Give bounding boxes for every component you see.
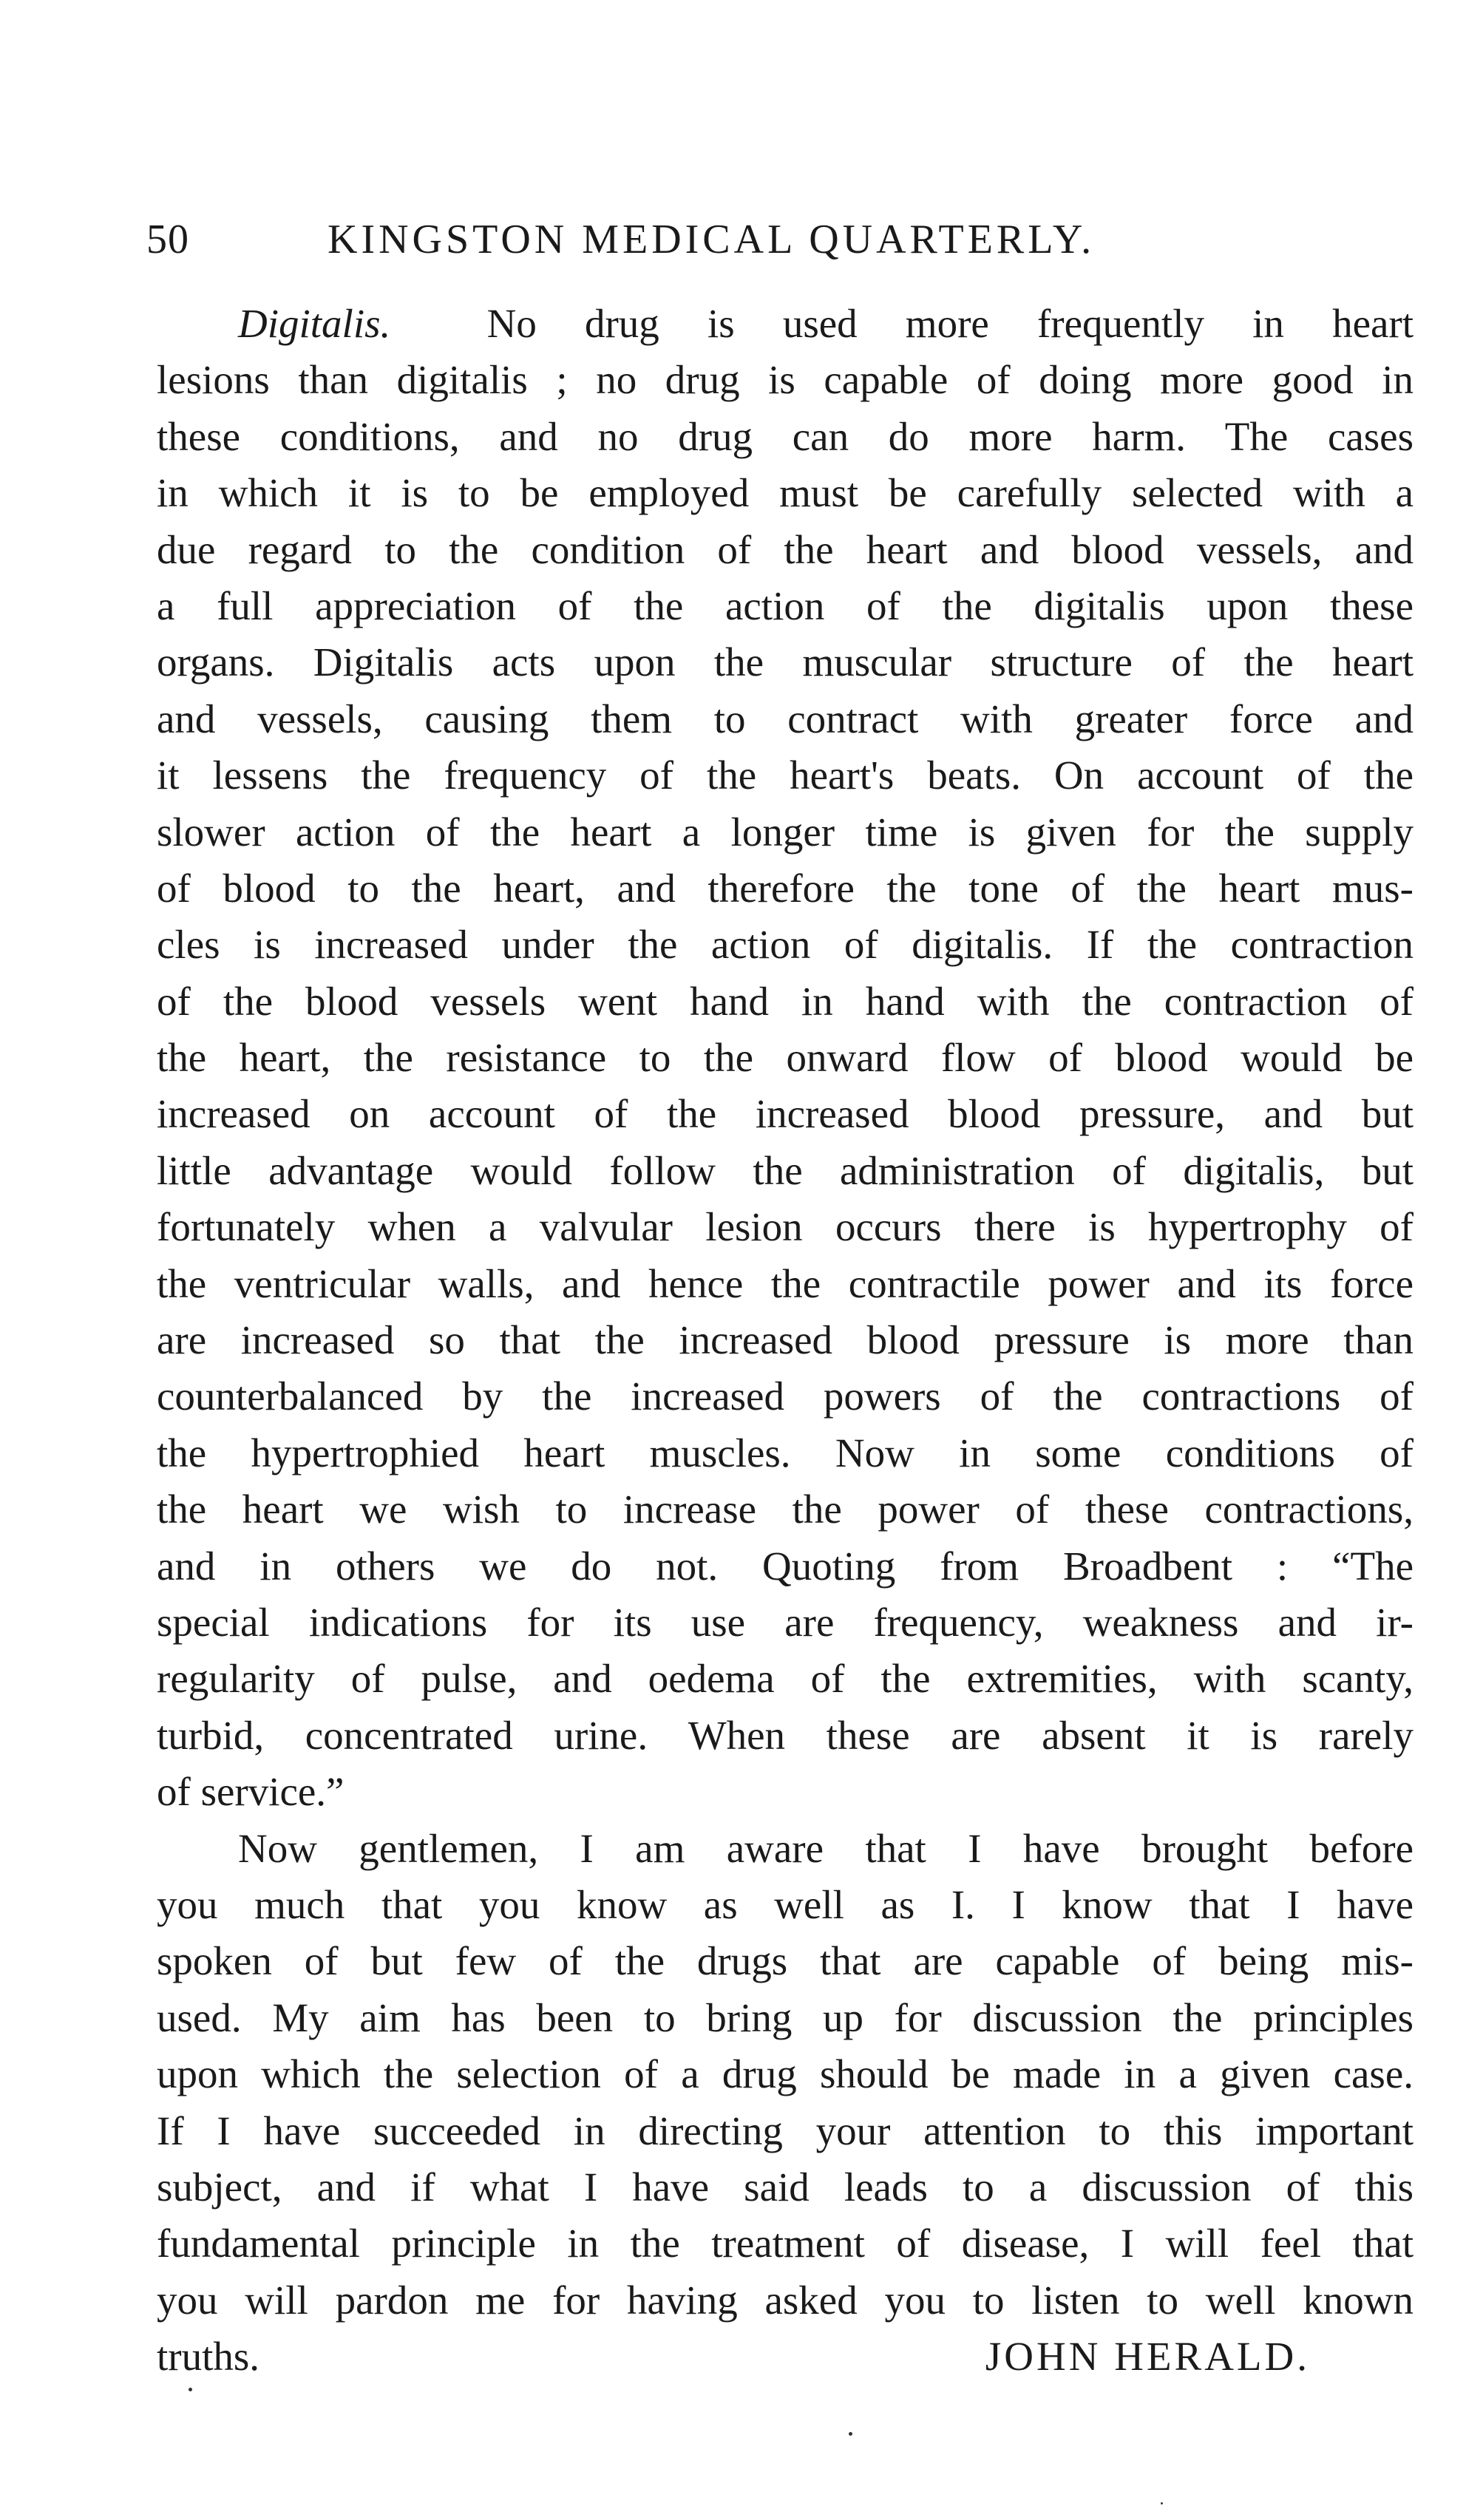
- paragraph-line: lesions than digitalis ; no drug is capable of doing more good in: [157, 357, 1414, 403]
- paragraph-line: upon which the selection of a drug should be made in a given case.: [157, 2051, 1414, 2097]
- closing-line: [157, 2329, 1414, 2385]
- scan-speck: [1161, 2502, 1163, 2504]
- paragraph-line: cles is increased under the action of digitalis. If the contraction: [157, 922, 1414, 968]
- section-lead-in: Digitalis.: [238, 301, 391, 346]
- paragraph-line: regularity of pulse, and oedema of the extremities, with scanty,: [157, 1656, 1414, 1702]
- paragraph-line: and vessels, causing them to contract with greater force and: [157, 696, 1414, 741]
- paragraph-line: turbid, concentrated urine. When these are absent it is rarely: [157, 1712, 1414, 1758]
- paragraph-line: special indications for its use are frequency, weakness and ir-: [157, 1599, 1414, 1645]
- paragraph-line: little advantage would follow the administration of digitalis, but: [157, 1147, 1414, 1193]
- paragraph-line: subject, and if what I have said leads to a discussion of this: [157, 2164, 1414, 2210]
- paragraph-line: increased on account of the increased blood pressure, and but: [157, 1091, 1414, 1137]
- paragraph-line: you will pardon me for having asked you to listen to well known: [157, 2277, 1414, 2323]
- paragraph-line: counterbalanced by the increased powers of the contractions of: [157, 1373, 1414, 1419]
- paragraph-line: and in others we do not. Quoting from Broadbent : “The: [157, 1543, 1414, 1589]
- body-text: [157, 296, 1414, 2385]
- paragraph-line: fortunately when a valvular lesion occurs there is hypertrophy of: [157, 1204, 1414, 1250]
- scan-speck: [849, 2432, 852, 2436]
- paragraph-line: the heart we wish to increase the power of these contractions,: [157, 1487, 1414, 1532]
- paragraph-line: If I have succeeded in directing your attention to this important: [157, 2108, 1414, 2153]
- paragraph-line: slower action of the heart a longer time is given for the supply: [157, 809, 1414, 855]
- paragraph-line: it lessens the frequency of the heart's beats. On account of the: [157, 753, 1414, 798]
- paragraph-line: of the blood vessels went hand in hand with the contraction of: [157, 978, 1414, 1024]
- running-head: KINGSTON MEDICAL QUARTERLY.: [328, 217, 1096, 262]
- paragraph-line: the hypertrophied heart muscles. Now in some conditions of: [157, 1430, 1414, 1475]
- paragraph-line: the ventricular walls, and hence the contractile power and its force: [157, 1260, 1414, 1306]
- scan-speck: [189, 2388, 192, 2391]
- final-word: truths.: [157, 2334, 260, 2380]
- paragraph-line: are increased so that the increased blood pressure is more than: [157, 1317, 1414, 1363]
- paragraph-line: fundamental principle in the treatment of disease, I will feel that: [157, 2221, 1414, 2266]
- page-number: 50: [146, 217, 189, 262]
- paragraph-line: in which it is to be employed must be carefully selected with a: [157, 470, 1414, 516]
- paragraph-line: spoken of but few of the drugs that are capable of being mis-: [157, 1938, 1414, 1984]
- page-header: [146, 216, 1403, 282]
- paragraph-line: these conditions, and no drug can do more harm. The cases: [157, 413, 1414, 459]
- paragraph-line: organs. Digitalis acts upon the muscular structure of the heart: [157, 639, 1414, 685]
- paragraph-line: the heart, the resistance to the onward flow of blood would be: [157, 1035, 1414, 1081]
- paragraph-line: used. My aim has been to bring up for discussion the principles: [157, 1994, 1414, 2040]
- paragraph-line: you much that you know as well as I. I know that I have: [157, 1881, 1414, 1927]
- paragraph-line: [157, 296, 1414, 352]
- line-text: No drug is used more frequently in heart: [486, 301, 1414, 346]
- paragraph-line: Now gentlemen, I am aware that I have brought before: [238, 1825, 1414, 1871]
- paragraph-line: a full appreciation of the action of the digitalis upon these: [157, 583, 1414, 628]
- author-signature: JOHN HERALD.: [985, 2334, 1310, 2380]
- paragraph-line: of service.”: [157, 1769, 345, 1815]
- paragraph-line: of blood to the heart, and therefore the tone of the heart mus-: [157, 865, 1414, 911]
- paragraph-line: due regard to the condition of the heart and blood vessels, and: [157, 526, 1414, 572]
